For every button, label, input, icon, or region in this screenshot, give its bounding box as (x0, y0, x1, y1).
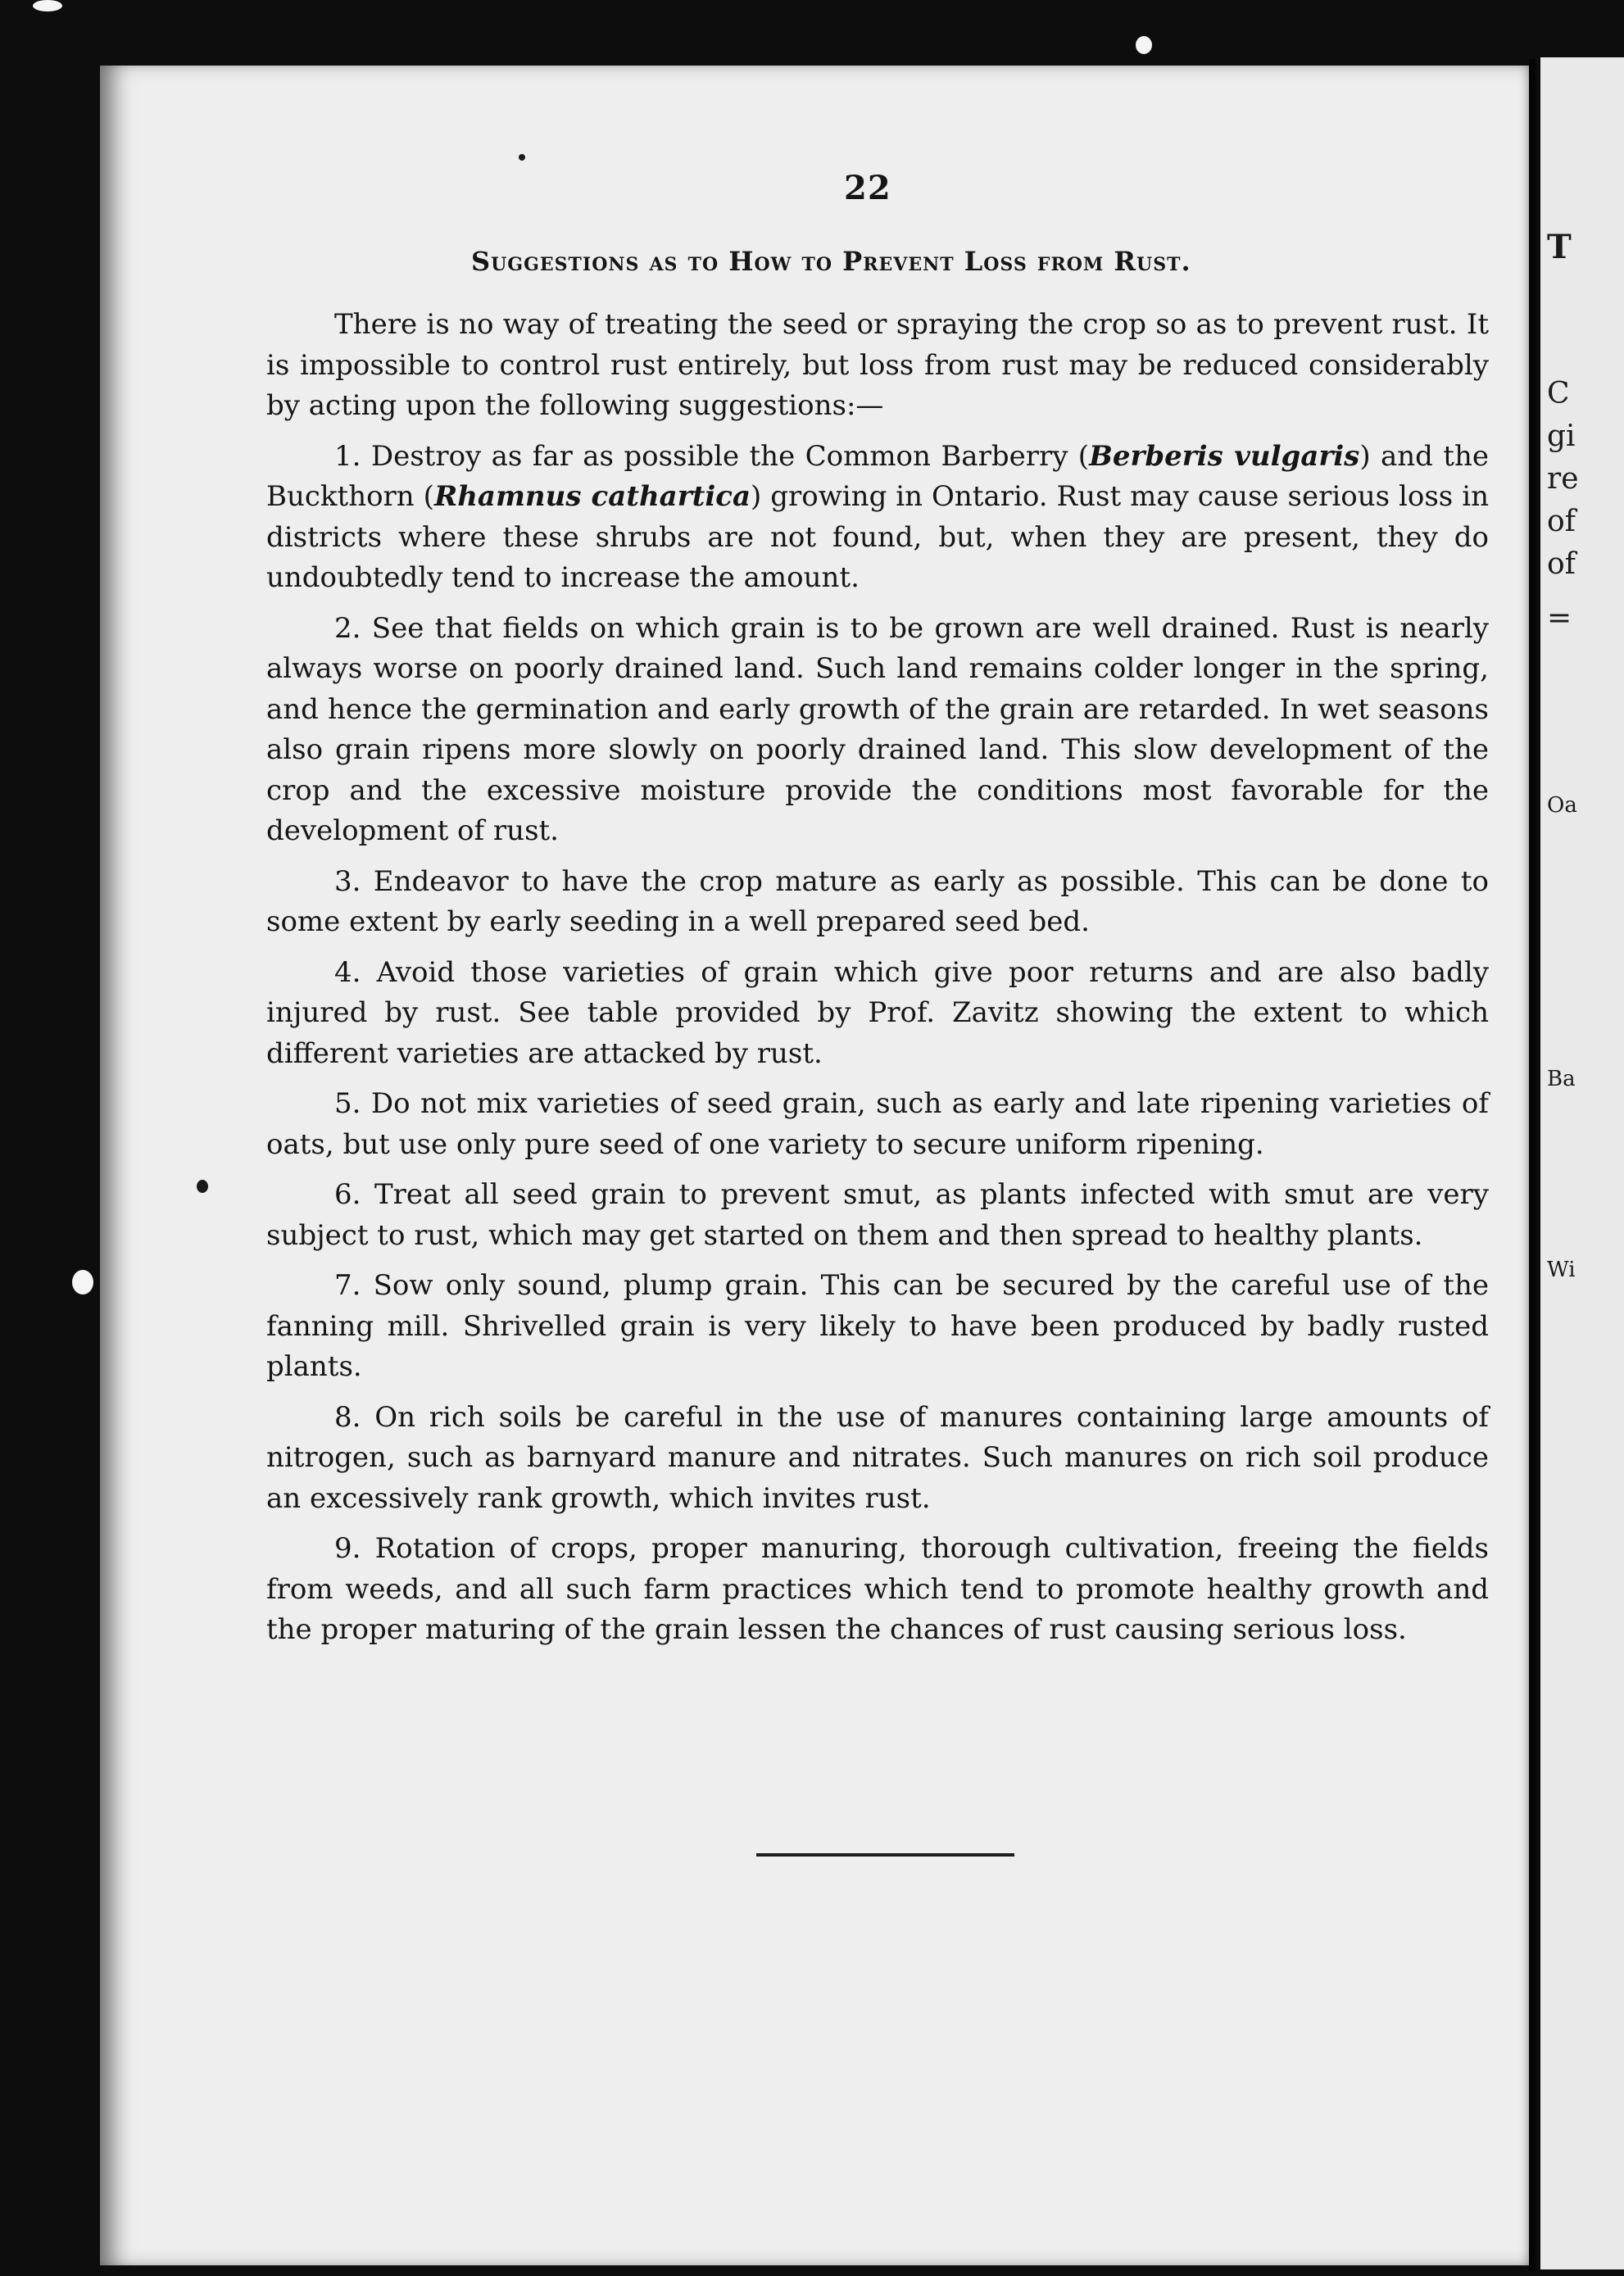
section-heading: Suggestions as to How to Prevent Loss from Rust. (471, 246, 1191, 277)
scan-speck (519, 154, 525, 161)
facing-page-text: Ba (1547, 1067, 1576, 1091)
suggestion-item: 7. Sow only sound, plump grain. This can be secured by the careful use of the fanning mill. Shrivelled grain is very likely to have been produced by badly rusted plants. (266, 1269, 1489, 1383)
suggestion-item: 5. Do not mix varieties of seed grain, such as early and late ripening varieties of oats, but use only pure seed of one variety to secure uniform ripening. (266, 1087, 1489, 1161)
facing-page-text: re (1547, 462, 1579, 496)
suggestion-item: 2. See that fields on which grain is to be grown are well drained. Rust is nearly always worse on poorly drained land. Such land remains colder longer in the spring, and hence the germination and early growth of the grain are retarded. In wet seasons also grain ripens more slowly on poorly drained land. This slow development of the crop and the excessive moisture provide the conditions most favorable for the development of rust. (266, 611, 1489, 847)
page-gutter-edge (1529, 59, 1536, 2271)
section-divider (756, 1853, 1014, 1857)
suggestion-text: 1. Destroy as far as possible the Common Barberry ( (334, 439, 1090, 473)
suggestion-text: ) growing in Ontario. Rust may cause serious loss in districts where these shrubs are not found, but, when they are present, they do undoubtedly tend to increase the amount. (266, 480, 1489, 594)
facing-page-text: = (1547, 601, 1572, 635)
suggestion-text: ) and the Buckthorn ( (266, 439, 1489, 513)
intro-paragraph: There is no way of treating the seed or spraying the crop so as to prevent rust. It is impossible to control rust entirely, but loss from rust may be reduced considerably by acting upon the following suggestions:— (266, 308, 1489, 422)
facing-page-text: C (1547, 377, 1570, 410)
body-text (266, 305, 1489, 1661)
facing-page-text: gi (1547, 419, 1576, 453)
suggestion-item (266, 437, 1489, 599)
facing-page-text: T (1547, 228, 1572, 266)
facing-page-text: Oa (1547, 793, 1577, 818)
page-number: 22 (844, 169, 891, 207)
suggestion-item: 4. Avoid those varieties of grain which give poor returns and are also badly injured by rust. See table provided by Prof. Zavitz showing the extent to which different varieties are attacked by rust. (266, 955, 1489, 1070)
scan-speck (197, 1180, 208, 1193)
scan-speck (33, 0, 62, 11)
facing-page-text: of (1547, 547, 1576, 581)
suggestion-item: 3. Endeavor to have the crop mature as early as possible. This can be done to some extent by early seeding in a well prepared seed bed. (266, 864, 1489, 938)
scan-speck (72, 1270, 93, 1294)
suggestion-item: 8. On rich soils be careful in the use of manures containing large amounts of nitrogen, such as barnyard manure and nitrates. Such manures on rich soil produce an excessively rank growth, which invites rust. (266, 1400, 1489, 1515)
facing-page-text: of (1547, 505, 1576, 538)
species-name: Berberis vulgaris (1089, 439, 1360, 473)
suggestion-item: 6. Treat all seed grain to prevent smut, as plants infected with smut are very subject to rust, which may get started on them and then spread to healthy plants. (266, 1178, 1489, 1252)
species-name: Rhamnus cathartica (433, 480, 751, 513)
suggestion-item: 9. Rotation of crops, proper manuring, thorough cultivation, freeing the fields from weeds, and all such farm practices which tend to promote healthy growth and the proper maturing of the grain lessen the chances of rust causing serious loss. (266, 1532, 1489, 1646)
facing-page-fragment (1540, 57, 1624, 2269)
scan-speck (1136, 36, 1152, 54)
facing-page-text: Wi (1547, 1258, 1576, 1282)
